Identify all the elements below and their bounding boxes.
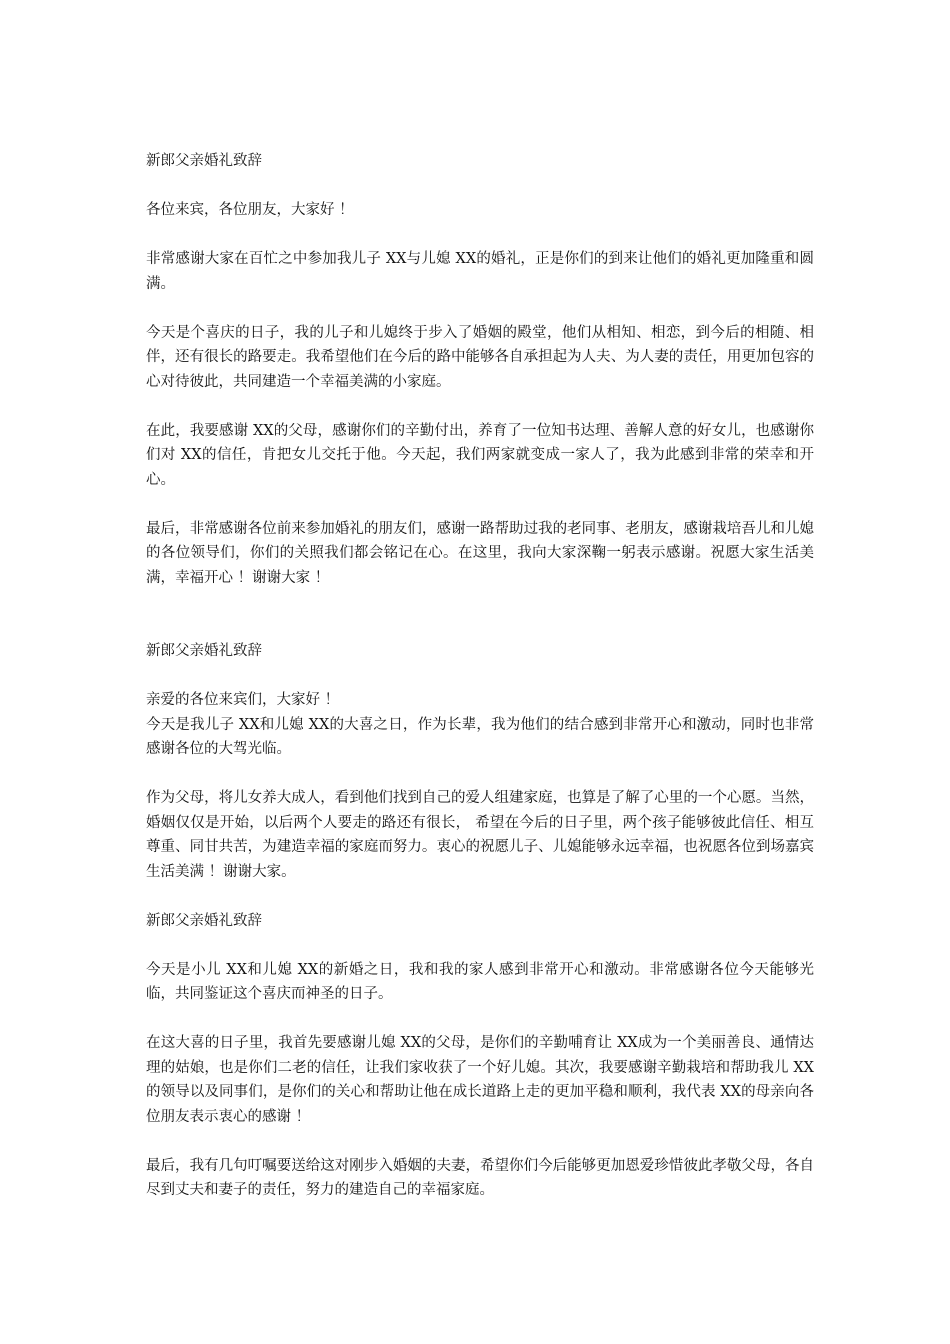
section-title: 新郎父亲婚礼致辞 bbox=[146, 153, 262, 169]
body-paragraph: 今天是小儿 XX和儿媳 XX的新婚之日，我和我的家人感到非常开心和激动。非常感谢各位今天能够光临，共同鉴证这个喜庆而神圣的日子。 bbox=[146, 961, 814, 1002]
section-title: 新郎父亲婚礼致辞 bbox=[146, 912, 262, 929]
section-title: 新郎父亲婚礼致辞 bbox=[146, 643, 262, 659]
document-page bbox=[146, 149, 814, 1203]
body-paragraph: 在此，我要感谢 XX的父母，感谢你们的辛勤付出，养育了一位知书达理、善解人意的好女儿，也感谢你们对 XX的信任，肯把女儿交托于他。今天起，我们两家就变成一家人了，我为此感到非常的荣幸和开心。 bbox=[146, 422, 814, 488]
greeting-paragraph: 亲爱的各位来宾们，大家好 ！ 今天是我儿子 XX和儿媳 XX的大喜之日，作为长辈，我为他们的结合感到非常开心和激动，同时也非常感谢各位的大驾光临。 bbox=[146, 692, 814, 757]
body-paragraph: 在这大喜的日子里，我首先要感谢儿媳 XX的父母，是你们的辛勤哺育让 XX成为一个美丽善良、通情达理的姑娘，也是你们二老的信任，让我们家收获了一个好儿媳。其次，我要感谢辛勤栽培和帮助我儿 XX的领导以及同事们，是你们的关心和帮助让他在成长道路上走的更加平稳和顺利，我代表 XX的母亲向各位朋友表示衷心的感谢 ！ bbox=[146, 1035, 814, 1125]
body-paragraph: 非常感谢大家在百忙之中参加我儿子 XX与儿媳 XX的婚礼，正是你们的到来让他们的婚礼更加隆重和圆满。 bbox=[146, 251, 814, 292]
greeting-paragraph: 各位来宾，各位朋友，大家好 ！ bbox=[146, 202, 354, 218]
body-paragraph: 最后，非常感谢各位前来参加婚礼的朋友们，感谢一路帮助过我的老同事、老朋友，感谢栽培吾儿和儿媳的各位领导们，你们的关照我们都会铭记在心。在这里，我向大家深鞠一躬表示感谢。祝愿大家生活美满，幸福开心 ！谢谢大家 ！ bbox=[146, 520, 814, 586]
body-paragraph: 最后，我有几句叮嘱要送给这对刚步入婚姻的夫妻，希望你们今后能够更加恩爱珍惜彼此孝敬父母，各自尽到丈夫和妻子的责任，努力的建造自己的幸福家庭。 bbox=[146, 1157, 814, 1198]
body-paragraph: 作为父母，将儿女养大成人，看到他们找到自己的爱人组建家庭，也算是了解了心里的一个心愿。当然，婚姻仅仅是开始，以后两个人要走的路还有很长， 希望在今后的日子里，两个孩子能够彼此信任、相互尊重、同甘共苦，为建造幸福的家庭而努力。衷心的祝愿儿子、儿媳能够永远幸福，也祝愿各位到场嘉宾生活美满 ！谢谢大家。 bbox=[146, 790, 814, 880]
body-paragraph: 今天是个喜庆的日子，我的儿子和儿媳终于步入了婚姻的殿堂，他们从相知、相恋，到今后的相随、相伴，还有很长的路要走。我希望他们在今后的路中能够各自承担起为人夫、为人妻的责任，用更加包容的心对待彼此，共同建造一个幸福美满的小家庭。 bbox=[146, 324, 814, 390]
